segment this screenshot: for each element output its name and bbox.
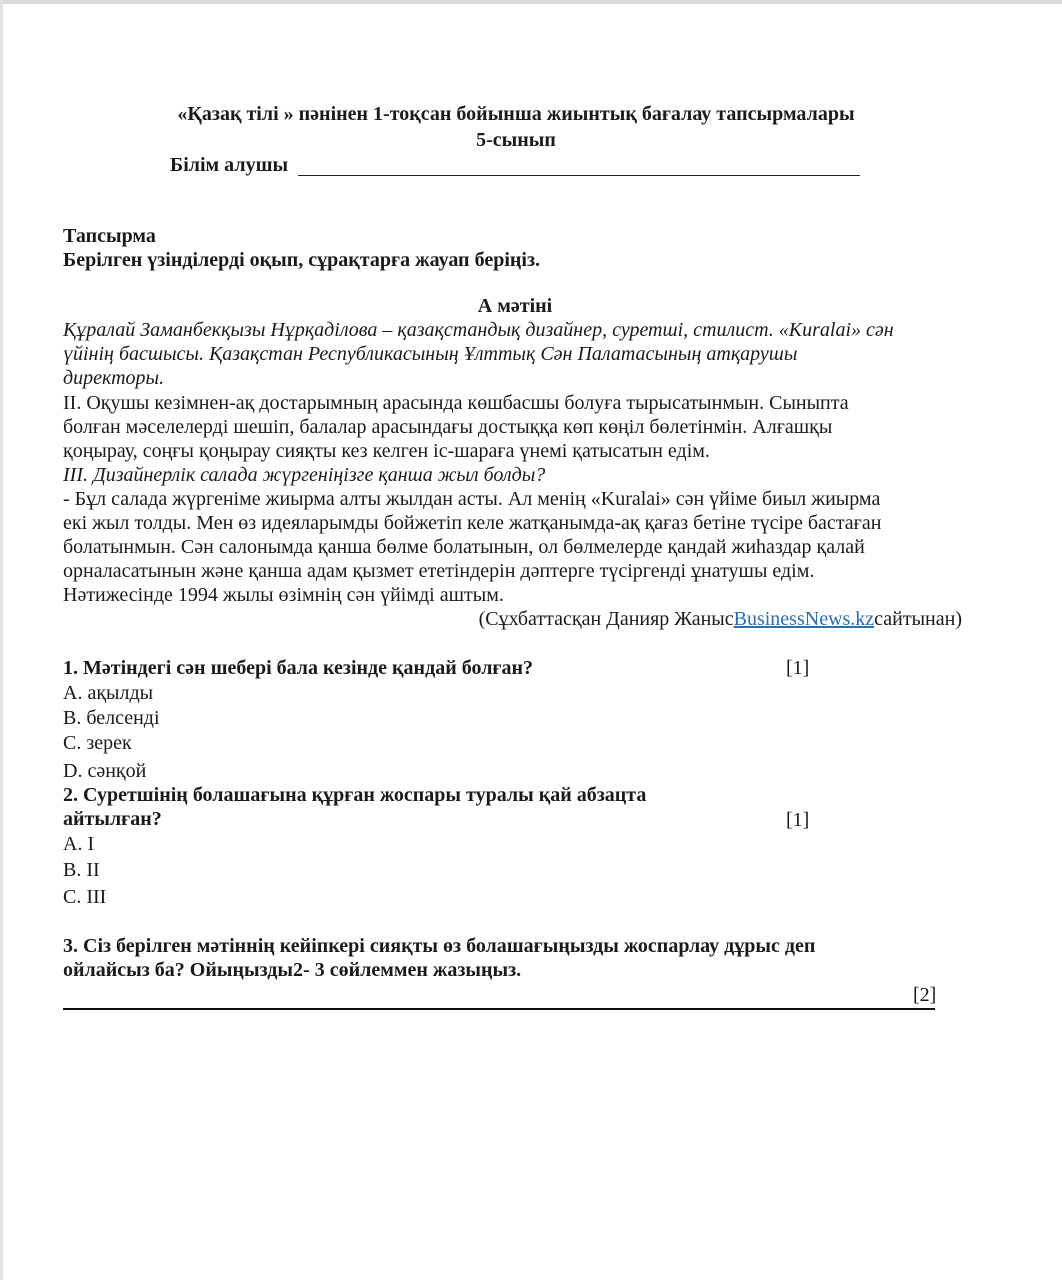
question-3-text-line-1: 3. Сіз берілген мәтіннің кейіпкері сияқты өз болашағыңызды жоспарлау дұрыс деп	[63, 935, 816, 957]
section2-line-3: қоңырау, соңғы қоңырау сияқты кез келген іс-шараға үнемі қатысатын едім.	[63, 440, 710, 462]
question-2-option-b[interactable]: B. ІІ	[63, 859, 100, 881]
question-3-answer-line[interactable]	[63, 1008, 935, 1010]
question-2-option-c[interactable]: C. ІІІ	[63, 886, 107, 908]
source-suffix: сайтынан)	[874, 608, 962, 630]
source-prefix: (Сұхбаттасқан Данияр Жаныс	[478, 608, 734, 630]
question-1-option-a[interactable]: A. ақылды	[63, 682, 154, 704]
section3-question: ІІІ. Дизайнерлік салада жүргеніңізге қанша жыл болды?	[63, 464, 546, 486]
section3-answer-line-2: екі жыл толды. Мен өз идеяларымды бойжетіп келе жатқанымда-ақ қағаз бетіне түсіре бастаған	[63, 512, 882, 534]
question-1-option-c[interactable]: C. зерек	[63, 732, 132, 754]
question-2-option-a[interactable]: A. І	[63, 833, 95, 855]
question-2-text-line-2: айтылған?	[63, 808, 162, 830]
section3-answer-line-4: орналасатынын және қанша адам қызмет ететіндерін дәптерге түсіргенді ұнатушы едім.	[63, 560, 815, 582]
question-1-text: 1. Мәтіндегі сән шебері бала кезінде қандай болған?	[63, 657, 534, 679]
question-2-marks: [1]	[786, 809, 810, 831]
question-1-marks: [1]	[786, 657, 810, 679]
task-instruction: Берілген үзінділерді оқып, сұрақтарға жауап беріңіз.	[63, 249, 540, 271]
question-3-text-line-2: ойлайсыз ба? Ойыңызды2- 3 сөйлеммен жазыңыз.	[63, 959, 522, 981]
text-a-heading: А мәтіні	[477, 295, 553, 317]
question-1-option-d[interactable]: D. сәнқой	[63, 760, 147, 782]
student-name-line[interactable]	[298, 175, 860, 176]
grade-label: 5-сынып	[476, 129, 556, 151]
page-border-top	[0, 0, 1062, 4]
section3-answer-line-3: болатынмын. Сән салонымда қанша бөлме болатынын, ол бөлмелерде қандай жиһаздар қалай	[63, 536, 865, 558]
source-link[interactable]: BusinessNews.kz	[733, 608, 875, 630]
section3-answer-line-1: - Бұл салада жүргеніме жиырма алты жылдан асты. Ал менің «Kuralai» сән үйіме биыл жиырма	[63, 488, 881, 510]
source-citation	[479, 607, 962, 631]
intro-line-3: директоры.	[63, 367, 165, 389]
question-3-marks: [2]	[913, 984, 937, 1006]
section2-line-1: ІІ. Оқушы кезімнен-ақ достарымның арасында көшбасшы болуға тырысатынмын. Сыныпта	[63, 392, 849, 414]
section2-line-2: болған мәселелерді шешіп, балалар арасындағы достыққа көп көңіл бөлетінмін. Алғашқы	[63, 416, 833, 438]
intro-line-2: үйінің басшысы. Қазақстан Республикасының Ұлттық Сән Палатасының атқарушы	[63, 343, 798, 365]
section3-answer-line-5: Нәтижесінде 1994 жылы өзімнің сән үйімді аштым.	[63, 584, 504, 606]
document-title: «Қазақ тілі » пәнінен 1-тоқсан бойынша жиынтық бағалау тапсырмалары	[177, 103, 855, 125]
question-1-option-b[interactable]: B. белсенді	[63, 707, 160, 729]
task-label: Тапсырма	[63, 225, 156, 247]
question-2-text-line-1: 2. Суретшінің болашағына құрған жоспары туралы қай абзацта	[63, 784, 647, 806]
page-border-left	[0, 0, 3, 1280]
student-label: Білім алушы	[170, 154, 289, 176]
intro-line-1: Құралай Заманбекқызы Нұрқаділова – қазақстандық дизайнер, суретші, стилист. «Kuralai» сән	[63, 319, 894, 341]
